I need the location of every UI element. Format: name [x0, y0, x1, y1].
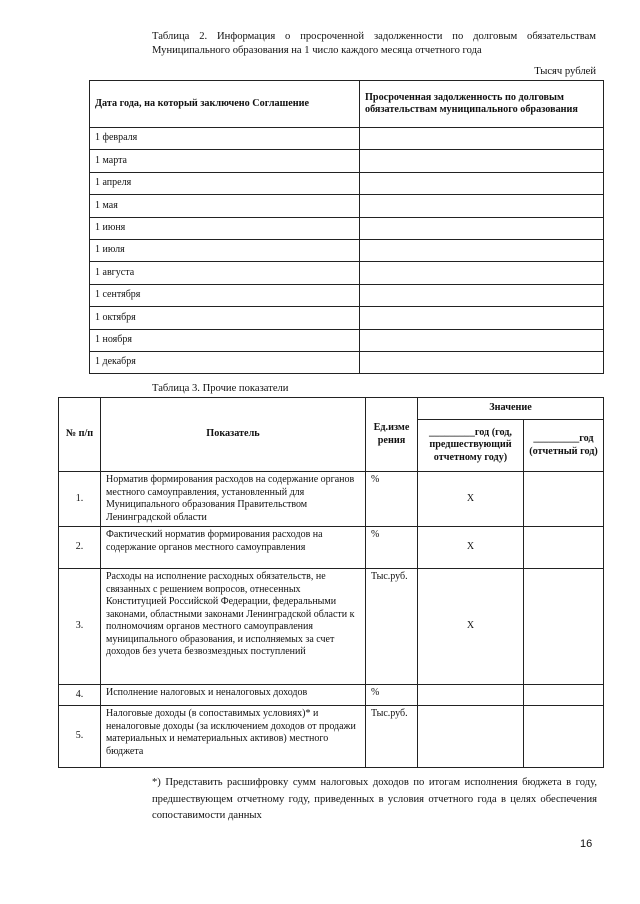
row-number-cell: 5.: [59, 706, 101, 768]
date-cell: 1 сентября: [90, 284, 360, 306]
other-indicators-table: [58, 397, 604, 768]
date-cell: 1 марта: [90, 150, 360, 172]
table-row: [90, 307, 604, 329]
table2-caption: Таблица 2. Информация о просроченной задолженности по долговым обязательствам Муниципального образования на 1 число каждого месяца отчетного года: [152, 31, 596, 56]
report-year-value-cell: [524, 472, 604, 527]
debt-column-header: Просроченная задолженность по долговым обязательствам муниципального образования: [360, 81, 604, 128]
table-row: [90, 128, 604, 150]
date-cell: 1 декабря: [90, 351, 360, 373]
unit-cell: %: [366, 527, 418, 569]
report-year-value-cell: [524, 527, 604, 569]
unit-column-header: Ед.изме рения: [366, 398, 418, 472]
num-column-header: № п/п: [59, 398, 101, 472]
date-cell: 1 апреля: [90, 172, 360, 194]
row-number-cell: 2.: [59, 527, 101, 569]
date-cell: 1 ноября: [90, 329, 360, 351]
date-cell: 1 августа: [90, 262, 360, 284]
debt-cell: [360, 217, 604, 239]
debt-cell: [360, 128, 604, 150]
date-cell: 1 мая: [90, 195, 360, 217]
date-cell: 1 октября: [90, 307, 360, 329]
prev-year-value-cell: X: [418, 569, 524, 685]
unit-cell: %: [366, 472, 418, 527]
debt-cell: [360, 262, 604, 284]
table-row: [90, 329, 604, 351]
prev-year-value-cell: X: [418, 527, 524, 569]
report-year-value-cell: [524, 706, 604, 768]
debt-cell: [360, 172, 604, 194]
overdue-debt-table: [89, 80, 604, 374]
debt-cell: [360, 351, 604, 373]
indicator-cell: Норматив формирования расходов на содержание органов местного самоуправления, установленный для Муниципального образования Правительством Ленинградской области: [101, 472, 366, 527]
date-cell: 1 июня: [90, 217, 360, 239]
table-row: [90, 262, 604, 284]
date-cell: 1 февраля: [90, 128, 360, 150]
debt-cell: [360, 284, 604, 306]
table-row: [90, 351, 604, 373]
debt-cell: [360, 239, 604, 261]
table-row: [59, 472, 604, 527]
date-column-header: Дата года, на который заключено Соглашение: [90, 81, 360, 128]
report-year-value-cell: [524, 685, 604, 706]
row-number-cell: 1.: [59, 472, 101, 527]
table-row: [90, 239, 604, 261]
unit-cell: Тыс.руб.: [366, 706, 418, 768]
row-number-cell: 3.: [59, 569, 101, 685]
indicator-cell: Расходы на исполнение расходных обязательств, не связанных с решением вопросов, отнесенных Конституцией Российской Федерации, федеральными законами, областными законами Ленинградской области к полномочиям органов местного самоуправления муниципального образования, и исполняемых за счет доходов без учета безвозмездных поступлений: [101, 569, 366, 685]
value-column-header: Значение: [418, 398, 604, 420]
debt-cell: [360, 195, 604, 217]
indicator-column-header: Показатель: [101, 398, 366, 472]
indicator-cell: Налоговые доходы (в сопоставимых условиях)* и неналоговые доходы (за исключением доходов от продажи материальных и нематериальных активов) местного бюджета: [101, 706, 366, 768]
prev-year-column-header: _________год (год, предшествующий отчетному году): [418, 420, 524, 472]
table-row: [59, 685, 604, 706]
table-row: [90, 172, 604, 194]
table-row: [59, 527, 604, 569]
prev-year-value-cell: X: [418, 472, 524, 527]
table-row: [90, 284, 604, 306]
unit-cell: %: [366, 685, 418, 706]
date-cell: 1 июля: [90, 239, 360, 261]
debt-cell: [360, 307, 604, 329]
page-number: 16: [580, 838, 593, 850]
prev-year-value-cell: [418, 685, 524, 706]
debt-cell: [360, 329, 604, 351]
footnote: *) Представить расшифровку сумм налоговых доходов по итогам исполнения бюджета в году, предшествующем отчетному году, приведенных в условия отчетного года в целях обеспечения сопоставимости данных: [152, 777, 597, 821]
prev-year-value-cell: [418, 706, 524, 768]
unit-cell: Тыс.руб.: [366, 569, 418, 685]
table-row: [90, 195, 604, 217]
table2-unit: Тысяч рублей: [534, 66, 596, 77]
debt-cell: [360, 150, 604, 172]
report-year-column-header: _________год (отчетный год): [524, 420, 604, 472]
table-row: [90, 150, 604, 172]
indicator-cell: Фактический норматив формирования расходов на содержание органов местного самоуправления: [101, 527, 366, 569]
table3-caption: Таблица 3. Прочие показатели: [152, 383, 289, 394]
table-row: [59, 569, 604, 685]
table-row: [90, 217, 604, 239]
report-year-value-cell: [524, 569, 604, 685]
table-row: [59, 706, 604, 768]
row-number-cell: 4.: [59, 685, 101, 706]
indicator-cell: Исполнение налоговых и неналоговых доходов: [101, 685, 366, 706]
